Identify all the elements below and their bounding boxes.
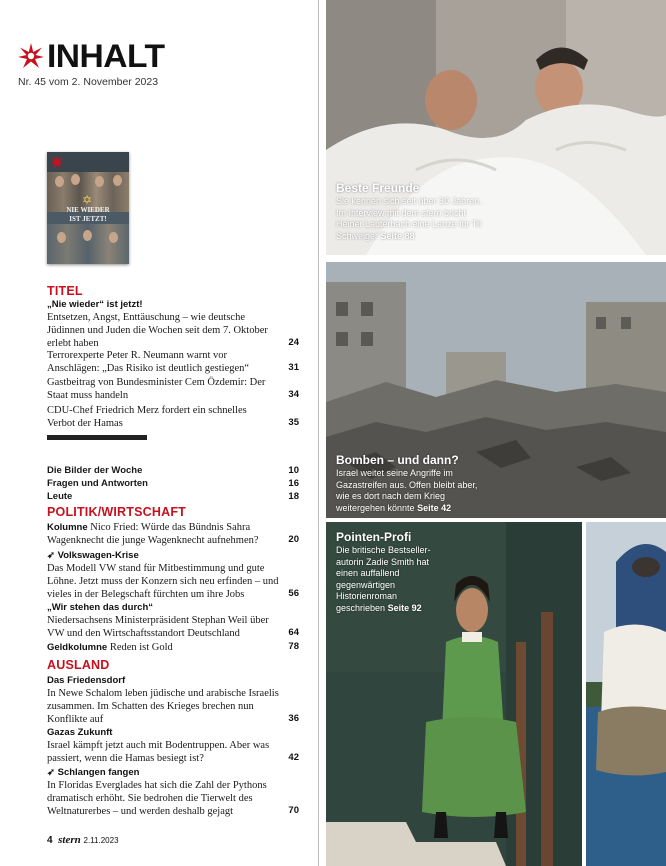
page-number: 56 <box>288 588 299 599</box>
toc-entry[interactable]: Das Friedensdorf In Newe Schalom leben jüdische und arabische Israelis zusammen. Im Schatten des Krieges brechen nun Konflikte auf 36 <box>47 675 299 725</box>
stern-logo <box>18 43 44 69</box>
cover-thumbnail[interactable] <box>47 152 129 264</box>
page-number: 35 <box>288 417 299 428</box>
page-number: 34 <box>288 389 299 400</box>
toc-entry[interactable]: „Nie wieder“ ist jetzt! Entsetzen, Angst, Enttäuschung – wie deutsche Jüdinnen und Juden die Wochen seit dem 7. Oktober erlebt haben 24 <box>47 299 299 349</box>
toc-entry[interactable]: Gastbeitrag von Bundesminister Cem Özdemir: Der Staat muss handeln 34 <box>47 377 299 401</box>
issue-line: Nr. 45 vom 2. November 2023 <box>18 76 159 88</box>
page-number: 36 <box>288 713 299 724</box>
page-number: 16 <box>288 478 299 489</box>
toc-entry[interactable]: Geldkolumne Reden ist Gold 78 <box>47 641 299 653</box>
page-number: 78 <box>288 641 299 652</box>
swamp-scene-illustration <box>586 522 666 866</box>
toc-entry[interactable]: CDU-Chef Friedrich Merz fordert ein schnelles Verbot der Hamas 35 <box>47 405 299 429</box>
page-title: INHALT <box>47 38 165 74</box>
star-of-david-icon: ✡ <box>82 193 93 207</box>
masthead <box>18 38 165 74</box>
section-heading-ausland: AUSLAND <box>47 658 110 672</box>
cover-title: NIE WIEDER IST JETZT! <box>66 206 110 223</box>
toc-item[interactable]: Leute 18 <box>47 491 299 502</box>
toc-entry[interactable]: Gazas Zukunft Israel kämpft jetzt auch mit Bodentruppen. Aber was passiert, wenn die Hamas besiegt ist? 42 <box>47 727 299 764</box>
page-number: 70 <box>288 805 299 816</box>
page-number: 31 <box>288 362 299 373</box>
column-divider <box>318 0 319 866</box>
caption-pointen-profi: Pointen-Profi Die britische Bestseller-autorin Zadie Smith hat einen auffallend gegenwärtigen Historienroman geschrieben Seite 92 <box>336 530 431 613</box>
toc-entry[interactable]: „Wir stehen das durch“ Niedersachsens Ministerpräsident Stephan Weil über VW und den Wirtschaftsstandort Deutschland 64 <box>47 602 299 639</box>
caption-beste-freunde: Beste Freunde Sie kennen sich seit über 30 Jahren. Im Interview mit dem stern bricht Heiner Lauterbach eine Lanze für Til Schweiger Seite 88 <box>336 181 482 241</box>
sparkle-arrow-icon: ➶ <box>47 767 58 778</box>
toc-entry[interactable]: ➶ Schlangen fangen In Floridas Everglades hat sich die Zahl der Pythons dramatisch erhöht. Sie bedrohen die Tierwelt des Weltnaturerbes – und werden deshalb gejagt 70 <box>47 767 299 817</box>
cover-logo <box>50 155 64 169</box>
page-number: 64 <box>288 627 299 638</box>
page-number: 18 <box>288 491 299 502</box>
toc-column <box>0 0 318 866</box>
toc-entry[interactable]: Kolumne Nico Fried: Würde das Bündnis Sahra Wagenknecht die junge Wagenknecht aufnehmen? 20 <box>47 522 299 546</box>
page-number: 42 <box>288 752 299 763</box>
page-footer: 4 stern 2.11.2023 <box>47 834 119 846</box>
toc-entry[interactable]: ➶ Volkswagen-Krise Das Modell VW stand für Mitbestimmung und gute Löhne. Jetzt muss der Konzern sich neu erfinden – und vieles in der Belegschaft fürchten um ihre Jobs 56 <box>47 550 299 600</box>
toc-item[interactable]: Fragen und Antworten 16 <box>47 478 299 489</box>
toc-entry[interactable]: Terrorexperte Peter R. Neumann warnt vor Anschlägen: „Das Risiko ist deutlich gestiegen“ 31 <box>47 350 299 374</box>
page-number: 20 <box>288 534 299 545</box>
photo-everglades[interactable] <box>586 522 666 866</box>
section-heading-titel: TITEL <box>47 284 83 298</box>
divider-bar <box>47 435 147 440</box>
page-number: 10 <box>288 465 299 476</box>
page-number: 24 <box>288 337 299 348</box>
section-heading-politik: POLITIK/WIRTSCHAFT <box>47 505 187 519</box>
toc-item[interactable]: Die Bilder der Woche 10 <box>47 465 299 476</box>
sparkle-arrow-icon: ➶ <box>47 550 58 561</box>
caption-bomben: Bomben – und dann? Israel weitet seine Angriffe im Gazastreifen aus. Offen bleibt aber, wie es dort nach dem Krieg weitergehen könnte Seite 42 <box>336 453 478 513</box>
